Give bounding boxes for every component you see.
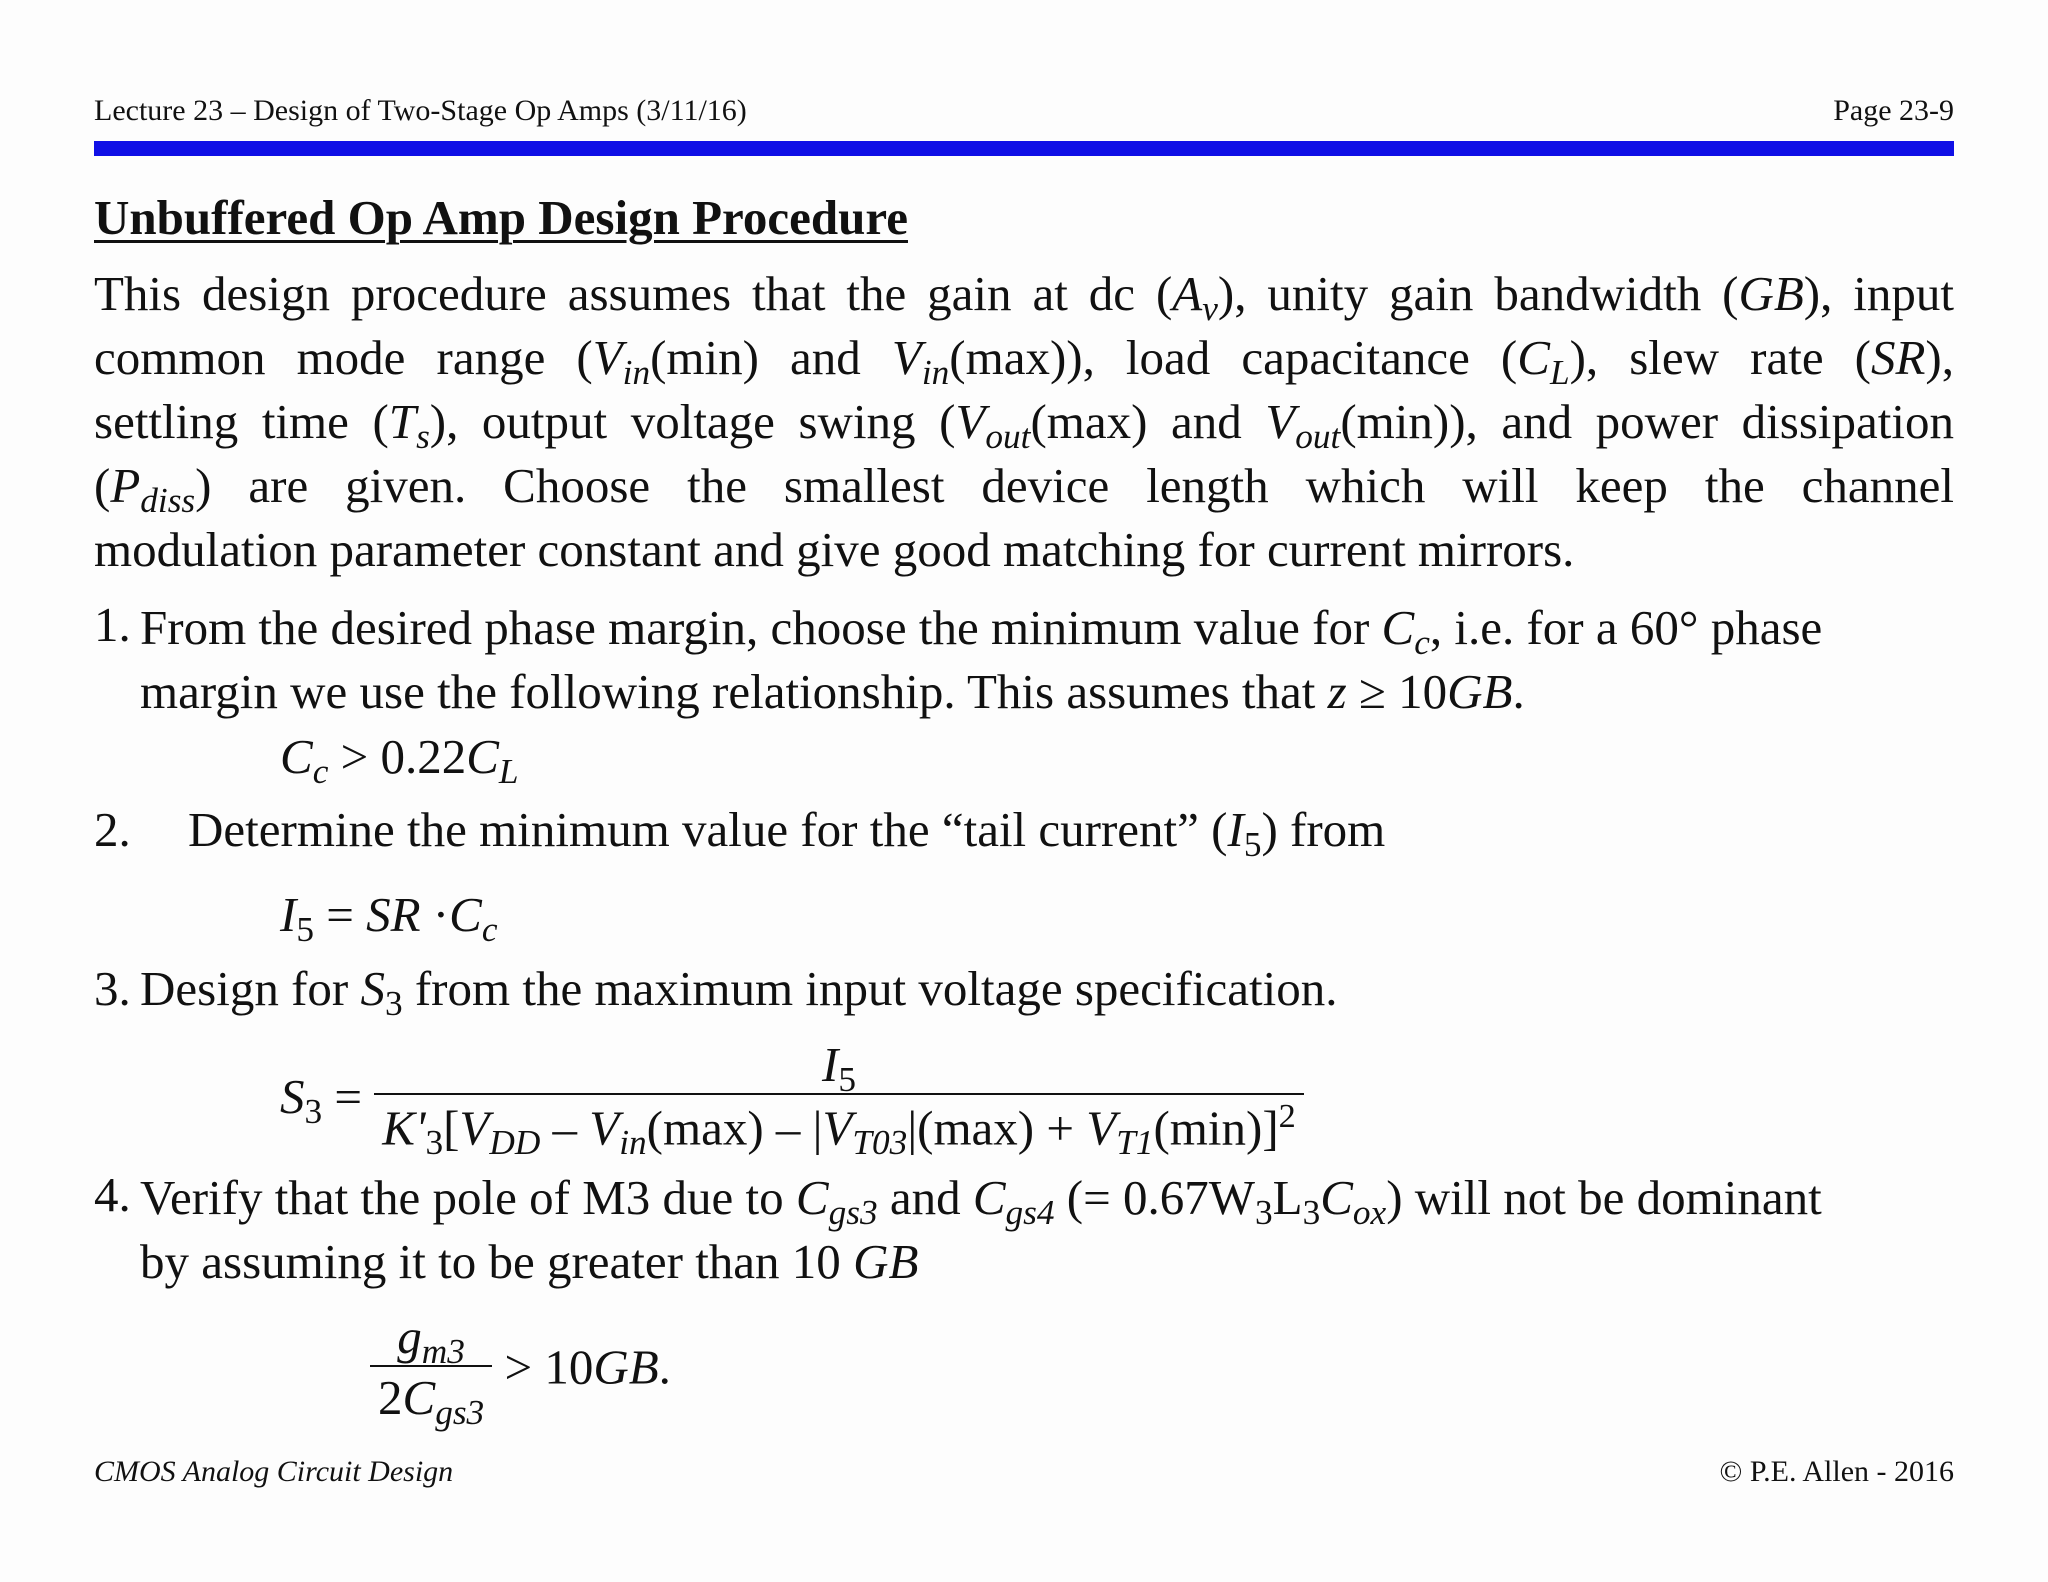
step-2-number: 2. (94, 802, 131, 857)
intro-line-3: settling time $(T_s)$, output voltage swing ($V_{out}(\max)$ and $V_{out}(\min)$), and power dissipation (94, 394, 1954, 456)
equation-cc-min: $C_c > 0.22C_L$ (280, 729, 519, 791)
step-2-text: Determine the minimum value for the “tail current” $(I_5)$ from (188, 802, 1386, 864)
step-3-number: 3. (94, 961, 131, 1016)
footer-course-name: CMOS Analog Circuit Design (94, 1455, 454, 1488)
step-1-line-2: margin we use the following relationship. This assumes that z ≥ 10GB. (140, 664, 1525, 719)
gm3-denominator: $2C_{gs3}$ (370, 1365, 492, 1426)
step-4-text (140, 1166, 1940, 1294)
step-1-number: 1. (94, 597, 131, 652)
header-rule (94, 141, 1954, 156)
step-1-line-1: From the desired phase margin, choose the minimum value for $C_c$, i.e. for a 60° phase (140, 600, 1823, 662)
intro-line-1: This design procedure assumes that the gain at dc $(A_v)$, unity gain bandwidth (GB), input (94, 266, 1955, 328)
step-4-number: 4. (94, 1167, 131, 1222)
gm3-fraction (370, 1308, 492, 1432)
intro-line-5: modulation parameter constant and give good matching for current mirrors. (94, 522, 1575, 577)
step-4-line-2: by assuming it to be greater than 10 GB (140, 1234, 919, 1289)
intro-line-2: common mode range ($V_{in}(\min)$ and $V_{in}(\max)$), load capacitance $(C_L)$, slew rate (SR), (94, 330, 1954, 392)
footer-copyright: © P.E. Allen - 2016 (1719, 1455, 1954, 1488)
s3-denominator: $K'_3[V_{DD} - V_{in}(\max) - |V_{T03}|(\max) + V_{T1}(\min)]^2$ (374, 1093, 1304, 1156)
step-4-line-1: Verify that the pole of M3 due to $C_{gs3}$ and $C_{gs4}$ (= $0.67W_3L_3C_{ox}$) will not be dominant (140, 1170, 1822, 1232)
intro-line-4: $(P_{diss})$ are given. Choose the smallest device length which will keep the channel (94, 458, 1954, 520)
s3-numerator: $I_5$ (822, 1037, 857, 1099)
intro-paragraph (94, 262, 1954, 582)
page-title: Unbuffered Op Amp Design Procedure (94, 190, 908, 245)
equation-s3: $S_3$ = $\frac{I_5}{K'_3[V_{DD} - V_{in}(\max) - |V_{T03}|(\max) + V_{T1}(\min)]^2}$ (280, 1036, 1304, 1156)
header-page-number: Page 23-9 (1833, 94, 1954, 127)
s3-fraction (374, 1036, 1304, 1163)
equation-tail-current: $I_5$ = SR $\cdot C_c$ (280, 887, 498, 949)
equation-pole-condition: $\frac{g_{m3}}{2C_{gs3}}$ > 10GB. (370, 1308, 671, 1426)
step-3-text: Design for $S_3$ from the maximum input voltage specification. (140, 961, 1338, 1023)
gm3-numerator: $g_{m3}$ (397, 1309, 465, 1371)
header-lecture-title: Lecture 23 – Design of Two-Stage Op Amps (3/11/16) (94, 94, 747, 127)
step-1-text (140, 596, 1940, 724)
